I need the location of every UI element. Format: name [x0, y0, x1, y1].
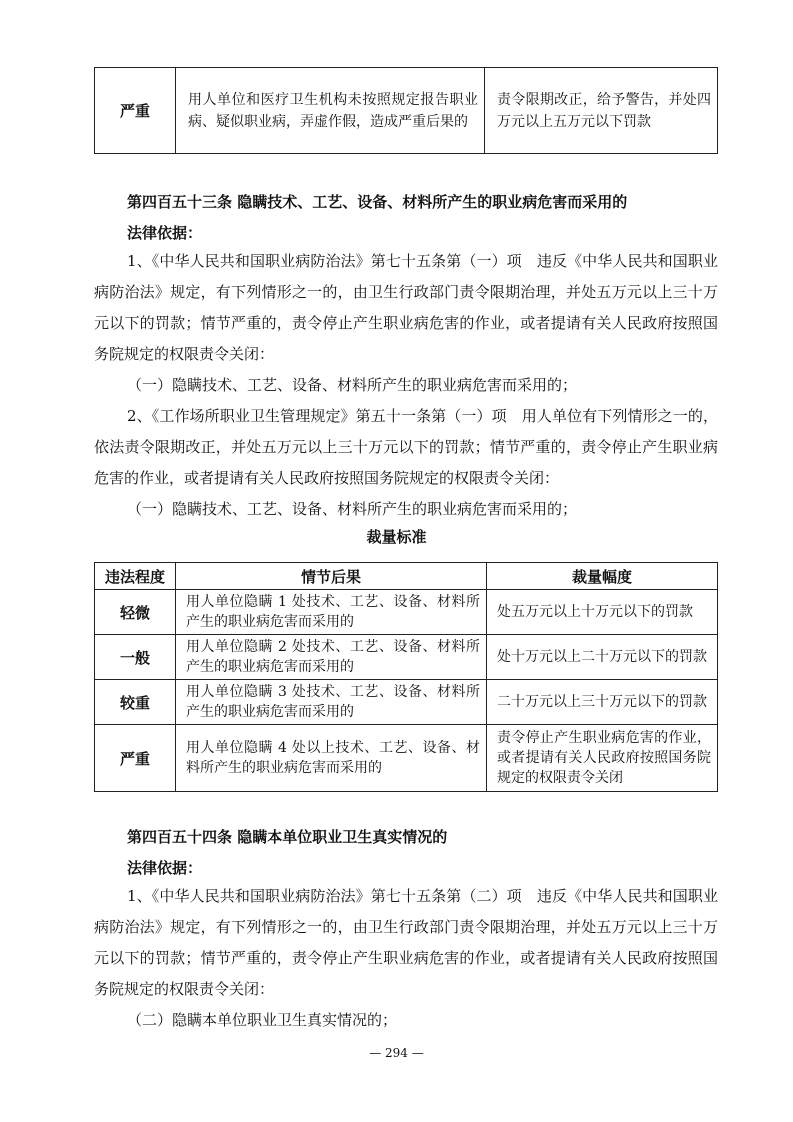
- header-penalty: 裁量幅度: [487, 563, 718, 590]
- article-453-title: 第四百五十三条 隐瞒技术、工艺、设备、材料所产生的职业病危害而采用的: [127, 193, 628, 211]
- table-row: [95, 590, 718, 635]
- table-row: [95, 725, 718, 792]
- article-453-legal-basis-label: 法律依据：: [127, 224, 203, 242]
- circumstance-cell: 用人单位隐瞒 2 处技术、工艺、设备、材料所产生的职业病危害而采用的: [176, 635, 487, 680]
- article-453-para-1: 1、《中华人民共和国职业病防治法》第七十五条第（一）项 违反《中华人民共和国职业病防治法》规定，有下列情形之一的，由卫生行政部门责令限期治理，并处五万元以上三十万元以下的罚款；情节严重的，责令停止产生职业病危害的作业，或者提请有关人民政府按照国务院规定的权限责令关闭：: [94, 252, 718, 363]
- standard-caption: 裁量标准: [366, 528, 427, 546]
- circumstance-cell: 用人单位隐瞒 4 处以上技术、工艺、设备、材料所产生的职业病危害而采用的: [176, 725, 487, 792]
- article-453-para-1-item: （一）隐瞒技术、工艺、设备、材料所产生的职业病危害而采用的；: [127, 376, 578, 394]
- article-454-legal-basis-label: 法律依据：: [127, 859, 203, 877]
- page-number: — 294 —: [369, 1046, 424, 1060]
- degree-cell: 严重: [95, 68, 176, 154]
- degree-cell: 严重: [95, 725, 176, 792]
- table-row: [95, 635, 718, 680]
- top-penalty-table: [94, 67, 718, 154]
- article-454-title: 第四百五十四条 隐瞒本单位职业卫生真实情况的: [127, 828, 448, 846]
- degree-cell: 轻微: [95, 590, 176, 635]
- article-453-para-2-item: （一）隐瞒技术、工艺、设备、材料所产生的职业病危害而采用的；: [127, 500, 578, 518]
- penalty-cell: 处五万元以上十万元以下的罚款: [487, 590, 718, 635]
- penalty-cell: 责令停止产生职业病危害的作业，或者提请有关人民政府按照国务院规定的权限责令关闭: [487, 725, 718, 792]
- degree-cell: 较重: [95, 680, 176, 725]
- table-row: [95, 680, 718, 725]
- penalty-cell: 责令限期改正，给予警告，并处四万元以上五万元以下罚款: [485, 68, 718, 154]
- table-row: [95, 68, 718, 154]
- article-453-para-2: 2、《工作场所职业卫生管理规定》第五十一条第（一）项 用人单位有下列情形之一的，依法责令限期改正，并处五万元以上三十万元以下的罚款；情节严重的，责令停止产生职业病危害的作业，或者提请有关人民政府按照国务院规定的权限责令关闭：: [94, 407, 718, 487]
- article-454-para-1-item: （二）隐瞒本单位职业卫生真实情况的；: [127, 1011, 398, 1029]
- header-circumstance: 情节后果: [176, 563, 487, 590]
- degree-cell: 一般: [95, 635, 176, 680]
- penalty-cell: 二十万元以上三十万元以下的罚款: [487, 680, 718, 725]
- standard-table: [94, 562, 718, 792]
- circumstance-cell: 用人单位和医疗卫生机构未按照规定报告职业病、疑似职业病，弄虚作假，造成严重后果的: [176, 68, 485, 154]
- table-header-row: [95, 563, 718, 590]
- article-454-para-1: 1、《中华人民共和国职业病防治法》第七十五条第（二）项 违反《中华人民共和国职业病防治法》规定，有下列情形之一的，由卫生行政部门责令限期治理，并处五万元以上三十万元以下的罚款；情节严重的，责令停止产生职业病危害的作业，或者提请有关人民政府按照国务院规定的权限责令关闭：: [94, 887, 718, 998]
- circumstance-cell: 用人单位隐瞒 1 处技术、工艺、设备、材料所产生的职业病危害而采用的: [176, 590, 487, 635]
- header-degree: 违法程度: [95, 563, 176, 590]
- penalty-cell: 处十万元以上二十万元以下的罚款: [487, 635, 718, 680]
- circumstance-cell: 用人单位隐瞒 3 处技术、工艺、设备、材料所产生的职业病危害而采用的: [176, 680, 487, 725]
